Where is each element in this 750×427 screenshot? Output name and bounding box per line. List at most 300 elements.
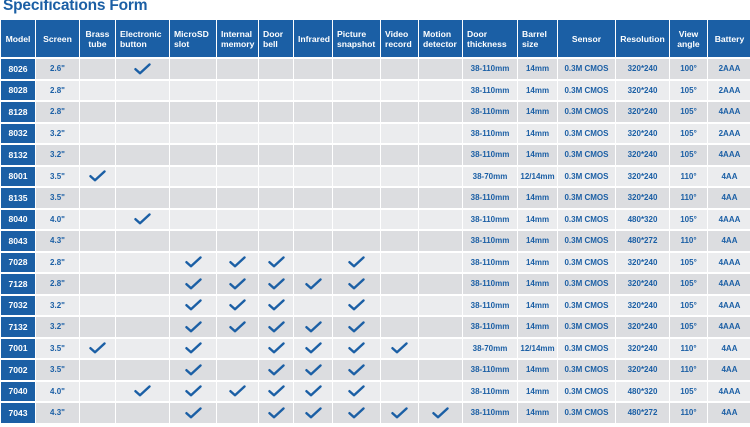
checkmark-icon <box>268 407 285 419</box>
feature-cell <box>294 102 332 122</box>
spec-cell: 2AAA <box>708 59 750 79</box>
feature-cell <box>419 124 462 144</box>
feature-cell <box>419 231 462 251</box>
feature-cell <box>116 317 169 337</box>
spec-cell: 38-110mm <box>463 145 517 165</box>
spec-cell: 14mm <box>518 360 557 380</box>
spec-cell: 110° <box>670 167 707 187</box>
spec-cell: 38-110mm <box>463 210 517 230</box>
checkmark-icon <box>432 407 449 419</box>
table-row <box>1 360 750 380</box>
column-header: Motion detector <box>419 20 462 57</box>
spec-cell: 38-110mm <box>463 231 517 251</box>
checkmark-icon <box>89 170 106 182</box>
feature-cell <box>381 360 418 380</box>
column-header: Brass tube <box>80 20 115 57</box>
spec-cell: 2AAA <box>708 81 750 101</box>
feature-cell <box>294 360 332 380</box>
feature-cell <box>217 382 258 402</box>
model-cell: 7040 <box>1 382 35 402</box>
checkmark-icon <box>185 364 202 376</box>
spec-cell: 4.0" <box>36 382 79 402</box>
table-row <box>1 231 750 251</box>
feature-cell <box>259 124 293 144</box>
spec-cell: 0.3M CMOS <box>558 403 615 423</box>
feature-cell <box>381 210 418 230</box>
checkmark-icon <box>268 299 285 311</box>
feature-cell <box>419 403 462 423</box>
model-cell: 8026 <box>1 59 35 79</box>
feature-cell <box>419 382 462 402</box>
model-cell: 8128 <box>1 102 35 122</box>
spec-cell: 4AA <box>708 231 750 251</box>
feature-cell <box>333 317 380 337</box>
spec-cell: 4AAA <box>708 274 750 294</box>
spec-cell: 3.5" <box>36 167 79 187</box>
spec-cell: 38-70mm <box>463 339 517 359</box>
spec-cell: 2.8" <box>36 81 79 101</box>
feature-cell <box>294 296 332 316</box>
spec-cell: 4AAA <box>708 210 750 230</box>
spec-cell: 0.3M CMOS <box>558 382 615 402</box>
checkmark-icon <box>348 385 365 397</box>
feature-cell <box>294 145 332 165</box>
checkmark-icon <box>305 407 322 419</box>
table-row <box>1 145 750 165</box>
feature-cell <box>116 145 169 165</box>
feature-cell <box>333 188 380 208</box>
feature-cell <box>217 296 258 316</box>
checkmark-icon <box>229 299 246 311</box>
feature-cell <box>217 188 258 208</box>
spec-cell: 14mm <box>518 382 557 402</box>
spec-cell: 110° <box>670 231 707 251</box>
spec-cell: 38-110mm <box>463 360 517 380</box>
feature-cell <box>419 339 462 359</box>
column-header: Resolution <box>616 20 669 57</box>
spec-cell: 0.3M CMOS <box>558 188 615 208</box>
spec-cell: 320*240 <box>616 188 669 208</box>
feature-cell <box>259 81 293 101</box>
feature-cell <box>217 59 258 79</box>
column-header: Barrel size <box>518 20 557 57</box>
column-header: Battery <box>708 20 750 57</box>
feature-cell <box>333 124 380 144</box>
spec-cell: 105° <box>670 81 707 101</box>
spec-cell: 0.3M CMOS <box>558 339 615 359</box>
feature-cell <box>80 188 115 208</box>
feature-cell <box>381 403 418 423</box>
spec-cell: 4AAA <box>708 102 750 122</box>
column-header: Screen <box>36 20 79 57</box>
spec-cell: 38-110mm <box>463 296 517 316</box>
feature-cell <box>217 274 258 294</box>
feature-cell <box>170 231 216 251</box>
feature-cell <box>333 231 380 251</box>
table-row <box>1 296 750 316</box>
spec-cell: 320*240 <box>616 102 669 122</box>
page-title: Specifications Form <box>3 0 148 14</box>
spec-cell: 105° <box>670 274 707 294</box>
feature-cell <box>217 102 258 122</box>
spec-cell: 0.3M CMOS <box>558 102 615 122</box>
table-row <box>1 124 750 144</box>
spec-cell: 14mm <box>518 317 557 337</box>
feature-cell <box>217 360 258 380</box>
spec-cell: 2AAA <box>708 124 750 144</box>
column-header: Model <box>1 20 35 57</box>
checkmark-icon <box>134 213 151 225</box>
column-header: Infrared <box>294 20 332 57</box>
table-row <box>1 210 750 230</box>
feature-cell <box>170 59 216 79</box>
feature-cell <box>80 317 115 337</box>
spec-cell: 105° <box>670 296 707 316</box>
spec-cell: 38-110mm <box>463 253 517 273</box>
table-row <box>1 339 750 359</box>
spec-cell: 4AA <box>708 167 750 187</box>
feature-cell <box>170 382 216 402</box>
feature-cell <box>80 339 115 359</box>
feature-cell <box>381 145 418 165</box>
checkmark-icon <box>305 321 322 333</box>
feature-cell <box>217 124 258 144</box>
table-row <box>1 188 750 208</box>
feature-cell <box>116 274 169 294</box>
feature-cell <box>116 253 169 273</box>
spec-cell: 14mm <box>518 188 557 208</box>
spec-cell: 320*240 <box>616 145 669 165</box>
checkmark-icon <box>391 342 408 354</box>
checkmark-icon <box>89 342 106 354</box>
feature-cell <box>80 360 115 380</box>
spec-cell: 320*240 <box>616 253 669 273</box>
spec-cell: 14mm <box>518 102 557 122</box>
spec-cell: 2.8" <box>36 253 79 273</box>
spec-cell: 38-110mm <box>463 382 517 402</box>
spec-cell: 4AA <box>708 339 750 359</box>
spec-cell: 38-110mm <box>463 188 517 208</box>
model-cell: 8132 <box>1 145 35 165</box>
feature-cell <box>381 59 418 79</box>
feature-cell <box>294 274 332 294</box>
feature-cell <box>381 317 418 337</box>
spec-cell: 110° <box>670 360 707 380</box>
feature-cell <box>333 382 380 402</box>
column-header: Electronic button <box>116 20 169 57</box>
feature-cell <box>294 403 332 423</box>
model-cell: 7001 <box>1 339 35 359</box>
spec-cell: 3.2" <box>36 124 79 144</box>
checkmark-icon <box>305 364 322 376</box>
feature-cell <box>381 102 418 122</box>
spec-cell: 38-110mm <box>463 59 517 79</box>
feature-cell <box>381 274 418 294</box>
feature-cell <box>116 167 169 187</box>
model-cell: 7128 <box>1 274 35 294</box>
feature-cell <box>333 81 380 101</box>
checkmark-icon <box>268 256 285 268</box>
feature-cell <box>80 296 115 316</box>
feature-cell <box>259 274 293 294</box>
spec-cell: 14mm <box>518 81 557 101</box>
spec-cell: 14mm <box>518 274 557 294</box>
table-row <box>1 81 750 101</box>
spec-cell: 14mm <box>518 145 557 165</box>
checkmark-icon <box>348 364 365 376</box>
spec-cell: 105° <box>670 382 707 402</box>
feature-cell <box>294 167 332 187</box>
feature-cell <box>294 317 332 337</box>
table-row <box>1 59 750 79</box>
feature-cell <box>80 59 115 79</box>
column-header: View angle <box>670 20 707 57</box>
feature-cell <box>381 231 418 251</box>
spec-cell: 320*240 <box>616 274 669 294</box>
feature-cell <box>419 81 462 101</box>
column-header: Picture snapshot <box>333 20 380 57</box>
feature-cell <box>294 81 332 101</box>
feature-cell <box>259 59 293 79</box>
checkmark-icon <box>268 364 285 376</box>
model-cell: 8032 <box>1 124 35 144</box>
checkmark-icon <box>185 299 202 311</box>
checkmark-icon <box>185 256 202 268</box>
spec-cell: 480*272 <box>616 231 669 251</box>
checkmark-icon <box>348 278 365 290</box>
feature-cell <box>333 102 380 122</box>
model-cell: 7002 <box>1 360 35 380</box>
feature-cell <box>259 231 293 251</box>
checkmark-icon <box>305 278 322 290</box>
spec-cell: 4AA <box>708 403 750 423</box>
feature-cell <box>170 188 216 208</box>
checkmark-icon <box>348 256 365 268</box>
checkmark-icon <box>305 385 322 397</box>
spec-cell: 105° <box>670 124 707 144</box>
feature-cell <box>80 102 115 122</box>
feature-cell <box>80 81 115 101</box>
feature-cell <box>170 317 216 337</box>
feature-cell <box>116 59 169 79</box>
model-cell: 7043 <box>1 403 35 423</box>
feature-cell <box>419 167 462 187</box>
feature-cell <box>116 296 169 316</box>
spec-cell: 110° <box>670 339 707 359</box>
spec-cell: 4AAA <box>708 317 750 337</box>
feature-cell <box>170 403 216 423</box>
feature-cell <box>333 167 380 187</box>
spec-cell: 14mm <box>518 124 557 144</box>
feature-cell <box>80 403 115 423</box>
checkmark-icon <box>134 385 151 397</box>
feature-cell <box>170 124 216 144</box>
feature-cell <box>80 231 115 251</box>
spec-cell: 4.3" <box>36 403 79 423</box>
feature-cell <box>259 296 293 316</box>
spec-cell: 110° <box>670 188 707 208</box>
feature-cell <box>217 339 258 359</box>
spec-cell: 100° <box>670 59 707 79</box>
feature-cell <box>259 145 293 165</box>
feature-cell <box>294 253 332 273</box>
spec-cell: 14mm <box>518 231 557 251</box>
spec-cell: 4AAA <box>708 253 750 273</box>
feature-cell <box>259 403 293 423</box>
spec-cell: 320*240 <box>616 81 669 101</box>
model-cell: 8135 <box>1 188 35 208</box>
feature-cell <box>294 382 332 402</box>
feature-cell <box>217 403 258 423</box>
checkmark-icon <box>229 278 246 290</box>
feature-cell <box>217 167 258 187</box>
feature-cell <box>419 102 462 122</box>
spec-cell: 0.3M CMOS <box>558 253 615 273</box>
table-row <box>1 382 750 402</box>
feature-cell <box>80 167 115 187</box>
spec-cell: 480*320 <box>616 210 669 230</box>
spec-cell: 105° <box>670 145 707 165</box>
spec-cell: 0.3M CMOS <box>558 317 615 337</box>
spec-cell: 14mm <box>518 253 557 273</box>
feature-cell <box>419 145 462 165</box>
feature-cell <box>116 360 169 380</box>
feature-cell <box>80 253 115 273</box>
spec-cell: 4.0" <box>36 210 79 230</box>
checkmark-icon <box>229 256 246 268</box>
feature-cell <box>259 188 293 208</box>
spec-cell: 38-110mm <box>463 274 517 294</box>
feature-cell <box>259 210 293 230</box>
spec-cell: 38-110mm <box>463 102 517 122</box>
model-cell: 7028 <box>1 253 35 273</box>
feature-cell <box>116 81 169 101</box>
specifications-table <box>0 18 750 425</box>
spec-cell: 320*240 <box>616 167 669 187</box>
column-header: Video record <box>381 20 418 57</box>
table-row <box>1 317 750 337</box>
feature-cell <box>80 210 115 230</box>
checkmark-icon <box>229 385 246 397</box>
checkmark-icon <box>348 342 365 354</box>
feature-cell <box>419 59 462 79</box>
model-cell: 7032 <box>1 296 35 316</box>
checkmark-icon <box>391 407 408 419</box>
feature-cell <box>170 253 216 273</box>
spec-cell: 320*240 <box>616 360 669 380</box>
feature-cell <box>259 317 293 337</box>
feature-cell <box>381 81 418 101</box>
feature-cell <box>116 382 169 402</box>
spec-cell: 12/14mm <box>518 167 557 187</box>
feature-cell <box>381 167 418 187</box>
feature-cell <box>116 124 169 144</box>
checkmark-icon <box>185 321 202 333</box>
feature-cell <box>116 188 169 208</box>
feature-cell <box>170 296 216 316</box>
spec-cell: 38-110mm <box>463 81 517 101</box>
spec-cell: 110° <box>670 403 707 423</box>
column-header: MicroSD slot <box>170 20 216 57</box>
feature-cell <box>259 382 293 402</box>
spec-cell: 0.3M CMOS <box>558 210 615 230</box>
column-header: Sensor <box>558 20 615 57</box>
feature-cell <box>259 167 293 187</box>
table-row <box>1 253 750 273</box>
table-row <box>1 403 750 423</box>
spec-cell: 480*320 <box>616 382 669 402</box>
checkmark-icon <box>348 407 365 419</box>
feature-cell <box>294 188 332 208</box>
feature-cell <box>381 188 418 208</box>
spec-cell: 2.8" <box>36 274 79 294</box>
feature-cell <box>419 253 462 273</box>
spec-cell: 0.3M CMOS <box>558 81 615 101</box>
feature-cell <box>294 124 332 144</box>
checkmark-icon <box>185 407 202 419</box>
feature-cell <box>80 382 115 402</box>
feature-cell <box>333 145 380 165</box>
spec-cell: 12/14mm <box>518 339 557 359</box>
spec-cell: 14mm <box>518 403 557 423</box>
feature-cell <box>381 253 418 273</box>
feature-cell <box>170 339 216 359</box>
feature-cell <box>333 339 380 359</box>
checkmark-icon <box>268 385 285 397</box>
feature-cell <box>419 360 462 380</box>
feature-cell <box>259 339 293 359</box>
feature-cell <box>419 317 462 337</box>
checkmark-icon <box>268 321 285 333</box>
spec-cell: 480*272 <box>616 403 669 423</box>
spec-cell: 4AA <box>708 188 750 208</box>
feature-cell <box>217 317 258 337</box>
spec-cell: 0.3M CMOS <box>558 296 615 316</box>
spec-cell: 0.3M CMOS <box>558 231 615 251</box>
feature-cell <box>333 210 380 230</box>
feature-cell <box>116 231 169 251</box>
spec-cell: 0.3M CMOS <box>558 124 615 144</box>
feature-cell <box>333 360 380 380</box>
model-cell: 8028 <box>1 81 35 101</box>
feature-cell <box>217 81 258 101</box>
checkmark-icon <box>348 321 365 333</box>
feature-cell <box>116 102 169 122</box>
spec-cell: 2.6" <box>36 59 79 79</box>
feature-cell <box>259 102 293 122</box>
feature-cell <box>217 231 258 251</box>
feature-cell <box>419 274 462 294</box>
spec-cell: 3.5" <box>36 188 79 208</box>
spec-cell: 4AAA <box>708 382 750 402</box>
feature-cell <box>116 210 169 230</box>
feature-cell <box>419 188 462 208</box>
feature-cell <box>170 102 216 122</box>
feature-cell <box>333 296 380 316</box>
feature-cell <box>294 231 332 251</box>
model-cell: 8040 <box>1 210 35 230</box>
spec-cell: 0.3M CMOS <box>558 145 615 165</box>
checkmark-icon <box>185 342 202 354</box>
spec-cell: 105° <box>670 317 707 337</box>
column-header: Door bell <box>259 20 293 57</box>
spec-cell: 320*240 <box>616 124 669 144</box>
spec-cell: 320*240 <box>616 59 669 79</box>
checkmark-icon <box>268 278 285 290</box>
spec-cell: 320*240 <box>616 296 669 316</box>
checkmark-icon <box>134 63 151 75</box>
spec-cell: 0.3M CMOS <box>558 167 615 187</box>
